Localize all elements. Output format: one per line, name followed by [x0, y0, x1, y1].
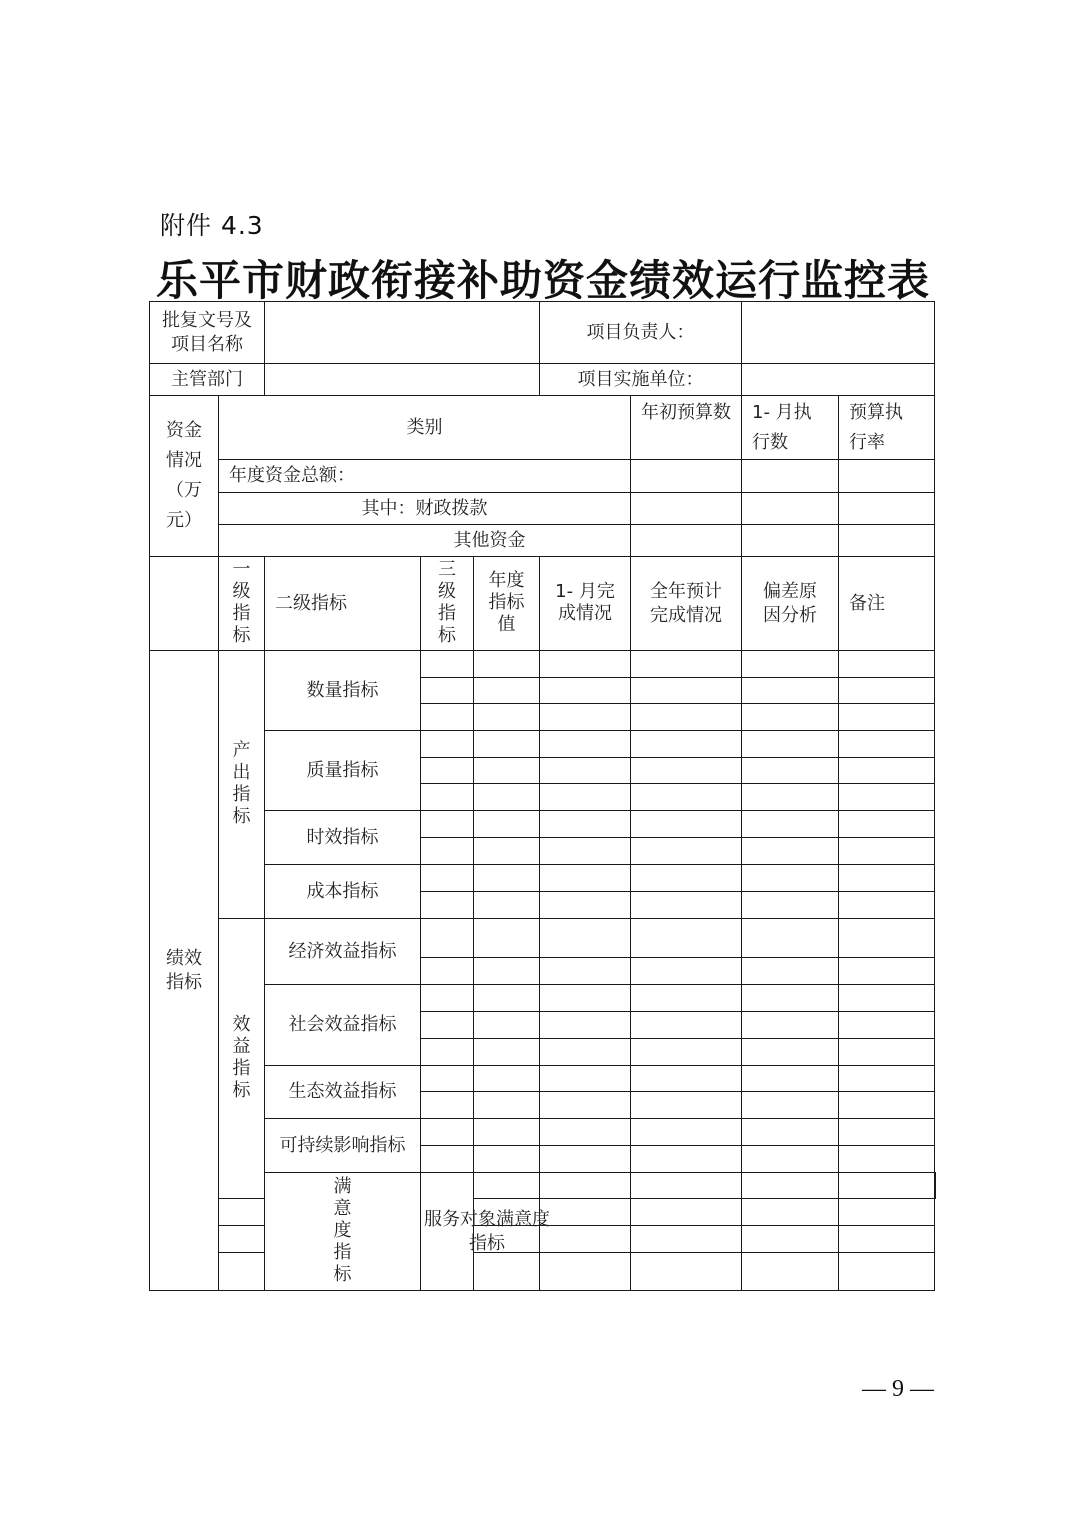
timeliness-cell: [265, 811, 421, 865]
cell[interactable]: [742, 1066, 839, 1092]
cell[interactable]: [631, 1226, 742, 1253]
cell[interactable]: [742, 1012, 839, 1039]
level2-label: 二级指标: [275, 592, 347, 614]
cell[interactable]: [631, 460, 742, 493]
cell[interactable]: [474, 1119, 540, 1146]
cell[interactable]: [631, 758, 742, 784]
output-label: 产出指标: [232, 740, 251, 827]
social-cell: [265, 985, 421, 1066]
cell[interactable]: [742, 985, 839, 1012]
cell[interactable]: [631, 1012, 742, 1039]
cell[interactable]: [474, 865, 540, 892]
category-header: [219, 396, 631, 460]
cell[interactable]: [631, 1146, 742, 1173]
cell[interactable]: [421, 892, 474, 919]
cell[interactable]: [631, 1173, 742, 1199]
exec-header: [742, 396, 839, 460]
cell[interactable]: [742, 525, 839, 557]
cell[interactable]: [421, 811, 474, 838]
cell[interactable]: [474, 1066, 540, 1092]
leader-label-cell: [540, 302, 742, 364]
service-label: 服务对象满意度指标: [424, 1208, 550, 1254]
sustainable-cell: [265, 1119, 421, 1173]
quality-label: 质量指标: [306, 759, 379, 781]
cell[interactable]: [540, 1253, 631, 1291]
cell[interactable]: [742, 758, 839, 784]
cell[interactable]: [631, 838, 742, 865]
approval-label-cell: [150, 302, 265, 364]
cell[interactable]: [631, 811, 742, 838]
cell[interactable]: [474, 1173, 540, 1199]
forecast-label: 全年预计完成情况: [650, 580, 723, 626]
cell[interactable]: [631, 865, 742, 892]
cell[interactable]: [540, 1119, 631, 1146]
cell[interactable]: [839, 1146, 935, 1173]
cell[interactable]: [421, 731, 474, 758]
other-funds-label: 其他资金: [453, 529, 526, 551]
service-cell: [421, 1173, 550, 1291]
cell[interactable]: [742, 704, 839, 731]
cell[interactable]: [839, 460, 935, 493]
cell[interactable]: [631, 1253, 742, 1291]
cell[interactable]: [540, 811, 631, 838]
cell[interactable]: [839, 651, 935, 678]
fiscal-funds-label: 其中：财政拨款: [361, 497, 488, 519]
cell[interactable]: [421, 704, 474, 731]
page-number: — 9 —: [862, 1376, 934, 1402]
cell[interactable]: [631, 1092, 742, 1119]
cell[interactable]: [540, 1173, 631, 1199]
cell[interactable]: [631, 1039, 742, 1066]
cell[interactable]: [219, 1226, 265, 1253]
satisfaction-cell: [265, 1173, 421, 1291]
cell[interactable]: [742, 678, 839, 704]
social-label: 社会效益指标: [288, 1014, 397, 1035]
forecast-header: [631, 557, 742, 651]
cell[interactable]: [839, 1039, 935, 1066]
level1-label: 一级指标: [232, 559, 251, 646]
cell[interactable]: [540, 892, 631, 919]
cell[interactable]: [421, 678, 474, 704]
cell[interactable]: [742, 1039, 839, 1066]
other-funds-cell: [219, 525, 631, 557]
cell[interactable]: [742, 811, 839, 838]
cell[interactable]: [742, 784, 839, 811]
funds-label: 资金情况（万元）: [166, 420, 202, 531]
cell[interactable]: [742, 838, 839, 865]
cell[interactable]: [421, 1119, 474, 1146]
cell[interactable]: [839, 985, 935, 1012]
cell[interactable]: [742, 1146, 839, 1173]
page-title: 乐平市财政衔接补助资金绩效运行监控表: [155, 256, 930, 305]
cell[interactable]: [742, 1092, 839, 1119]
cell[interactable]: [742, 1226, 839, 1253]
ecological-cell: [265, 1066, 421, 1119]
cell[interactable]: [631, 704, 742, 731]
cell[interactable]: [474, 892, 540, 919]
cell[interactable]: [742, 460, 839, 493]
cell[interactable]: [742, 1173, 839, 1199]
cost-label: 成本指标: [306, 880, 379, 902]
level3-label: 三级指标: [438, 559, 456, 646]
level2-header: [265, 557, 421, 651]
leader-value-cell[interactable]: [742, 302, 935, 364]
approval-value-cell[interactable]: [265, 302, 540, 364]
cell[interactable]: [631, 651, 742, 678]
dept-label: 主管部门: [171, 368, 243, 390]
cell[interactable]: [742, 731, 839, 758]
cell[interactable]: [742, 865, 839, 892]
budget-label: 年初预算数: [641, 402, 732, 423]
cell[interactable]: [421, 1012, 474, 1039]
cell[interactable]: [839, 493, 935, 525]
cell[interactable]: [742, 919, 839, 958]
cell[interactable]: [474, 1012, 540, 1039]
cell[interactable]: [631, 958, 742, 985]
cell[interactable]: [839, 1119, 935, 1146]
cell[interactable]: [839, 1173, 935, 1199]
cell[interactable]: [540, 678, 631, 704]
leader-label: 项目负责人：: [586, 321, 695, 343]
note-label: 备注: [849, 592, 886, 614]
cell[interactable]: [742, 1253, 839, 1291]
cell[interactable]: [540, 1092, 631, 1119]
cell[interactable]: [474, 811, 540, 838]
cell[interactable]: [421, 838, 474, 865]
economic-cell: [265, 919, 421, 985]
cell[interactable]: [742, 958, 839, 985]
cell[interactable]: [631, 731, 742, 758]
cell[interactable]: [421, 919, 474, 958]
target-label: 年度指标值: [488, 570, 525, 635]
cell[interactable]: [839, 525, 935, 557]
cell[interactable]: [421, 1092, 474, 1119]
cell[interactable]: [631, 892, 742, 919]
funds-label-cell: [150, 396, 219, 557]
cell[interactable]: [839, 704, 935, 731]
note-header: [839, 557, 935, 651]
cell[interactable]: [474, 1092, 540, 1119]
output-cell: [219, 651, 265, 919]
cell[interactable]: [421, 651, 474, 678]
cell[interactable]: [474, 678, 540, 704]
empty-header-cell: [150, 557, 219, 651]
cell[interactable]: [935, 1173, 936, 1199]
cell[interactable]: [474, 651, 540, 678]
cell[interactable]: [540, 1066, 631, 1092]
rate-label: 预算执行率: [849, 402, 904, 453]
cell[interactable]: [631, 525, 742, 557]
cell[interactable]: [631, 1066, 742, 1092]
attachment-number: 附件 4.3: [160, 211, 264, 240]
cell[interactable]: [540, 704, 631, 731]
cell[interactable]: [631, 784, 742, 811]
cell[interactable]: [540, 985, 631, 1012]
done-label: 1- 月完成情况: [555, 581, 615, 624]
unit-label: 项目实施单位：: [577, 368, 704, 390]
cell[interactable]: [742, 1199, 839, 1226]
cell[interactable]: [839, 1226, 935, 1253]
cell[interactable]: [540, 1012, 631, 1039]
budget-header: [631, 396, 742, 460]
cost-cell: [265, 865, 421, 919]
cell[interactable]: [631, 1119, 742, 1146]
deviation-label: 偏差原因分析: [763, 580, 818, 626]
cell[interactable]: [421, 784, 474, 811]
level1-header: [219, 557, 265, 651]
total-funds-cell: [219, 460, 631, 493]
cell[interactable]: [219, 1253, 265, 1291]
cell[interactable]: [421, 865, 474, 892]
cell[interactable]: [474, 985, 540, 1012]
dept-value-cell[interactable]: [265, 364, 540, 396]
category-label: 类别: [406, 416, 443, 438]
fiscal-funds-cell: [219, 493, 631, 525]
cell[interactable]: [474, 731, 540, 758]
cell[interactable]: [631, 678, 742, 704]
cell[interactable]: [540, 919, 631, 958]
sustainable-label: 可持续影响指标: [279, 1134, 406, 1156]
done-header: [540, 557, 631, 651]
performance-label: 绩效指标: [166, 947, 202, 993]
cell[interactable]: [839, 678, 935, 704]
unit-label-cell: [540, 364, 742, 396]
economic-label: 经济效益指标: [288, 940, 397, 962]
cell[interactable]: [421, 758, 474, 784]
cell[interactable]: [839, 758, 935, 784]
cell[interactable]: [742, 1119, 839, 1146]
cell[interactable]: [421, 1146, 474, 1173]
cell[interactable]: [839, 784, 935, 811]
cell[interactable]: [540, 865, 631, 892]
cell[interactable]: [839, 892, 935, 919]
cell[interactable]: [540, 958, 631, 985]
cell[interactable]: [540, 1039, 631, 1066]
cell[interactable]: [742, 892, 839, 919]
target-header: [474, 557, 540, 651]
cell[interactable]: [839, 1199, 935, 1226]
quality-cell: [265, 731, 421, 811]
rate-header: [839, 396, 935, 460]
dept-label-cell: [150, 364, 265, 396]
cell[interactable]: [474, 1146, 540, 1173]
monitoring-table: [149, 301, 936, 1291]
cell[interactable]: [631, 985, 742, 1012]
cell[interactable]: [474, 838, 540, 865]
cell[interactable]: [631, 493, 742, 525]
cell[interactable]: [474, 958, 540, 985]
cell[interactable]: [839, 731, 935, 758]
cell[interactable]: [839, 1092, 935, 1119]
ecological-label: 生态效益指标: [288, 1081, 397, 1102]
cell[interactable]: [540, 838, 631, 865]
cell[interactable]: [421, 1066, 474, 1092]
cell[interactable]: [540, 758, 631, 784]
cell[interactable]: [219, 1199, 265, 1226]
quantity-cell: [265, 651, 421, 731]
cell[interactable]: [540, 1226, 631, 1253]
satisfaction-label: 满意度指标: [333, 1176, 352, 1285]
level3-header: [421, 557, 474, 651]
cell[interactable]: [474, 784, 540, 811]
cell[interactable]: [839, 1012, 935, 1039]
total-funds-label: 年度资金总额：: [229, 465, 355, 486]
cell[interactable]: [631, 1199, 742, 1226]
exec-label: 1- 月执行数: [752, 402, 812, 453]
approval-label: 批复文号及项目名称: [162, 309, 252, 355]
unit-value-cell[interactable]: [742, 364, 935, 396]
cell[interactable]: [540, 651, 631, 678]
cell[interactable]: [540, 784, 631, 811]
cell[interactable]: [742, 493, 839, 525]
cell[interactable]: [474, 758, 540, 784]
cell[interactable]: [839, 919, 935, 958]
quantity-label: 数量指标: [306, 679, 379, 701]
cell[interactable]: [839, 838, 935, 865]
benefit-label: 效益指标: [232, 1014, 251, 1101]
cell[interactable]: [839, 1066, 935, 1092]
cell[interactable]: [839, 1253, 935, 1291]
cell[interactable]: [839, 865, 935, 892]
deviation-header: [742, 557, 839, 651]
cell[interactable]: [421, 985, 474, 1012]
cell[interactable]: [540, 731, 631, 758]
cell[interactable]: [839, 811, 935, 838]
cell[interactable]: [421, 958, 474, 985]
cell[interactable]: [474, 919, 540, 958]
cell[interactable]: [540, 1146, 631, 1173]
cell[interactable]: [474, 1039, 540, 1066]
cell[interactable]: [540, 1199, 631, 1226]
cell[interactable]: [474, 704, 540, 731]
cell[interactable]: [421, 1039, 474, 1066]
cell[interactable]: [742, 651, 839, 678]
benefit-cell: [219, 919, 265, 1199]
timeliness-label: 时效指标: [306, 826, 379, 848]
cell[interactable]: [474, 1253, 540, 1291]
cell[interactable]: [839, 958, 935, 985]
cell[interactable]: [631, 919, 742, 958]
performance-group-cell: [150, 651, 219, 1291]
